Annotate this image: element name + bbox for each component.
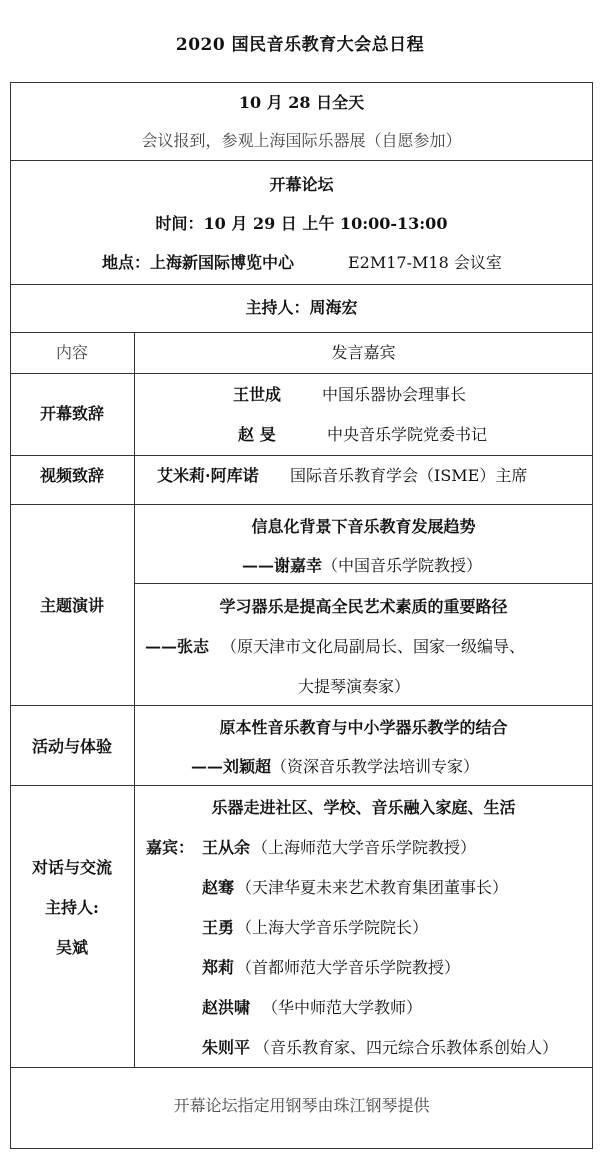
row-divider bbox=[10, 332, 593, 333]
keynote-talk2-title: 学习器乐是提高全民艺术素质的重要路径 bbox=[219, 597, 508, 616]
guest-name: 王从余 bbox=[202, 838, 251, 857]
keynote-talk1-title: 信息化背景下音乐教育发展趋势 bbox=[251, 517, 476, 536]
row-divider bbox=[10, 705, 593, 706]
activity-speaker: ——刘颖超 bbox=[191, 757, 272, 776]
keynote-talk1-detail: （中国音乐学院教授） bbox=[322, 556, 483, 575]
opening-speaker-role: 中央音乐学院党委书记 bbox=[327, 425, 488, 444]
guest-detail: （上海大学音乐学院院长） bbox=[236, 918, 429, 937]
header-content: 内容 bbox=[55, 343, 88, 362]
day1-date: 10 月 28 日全天 bbox=[238, 93, 365, 112]
keynote-talk1-speaker: ——谢嘉幸 bbox=[242, 556, 323, 575]
guest-detail: （华中师范大学教师） bbox=[262, 998, 423, 1017]
table-bottom bbox=[10, 1148, 593, 1149]
guest-name: 王勇 bbox=[202, 918, 235, 937]
guest-detail: （首都师范大学音乐学院教授） bbox=[236, 958, 461, 977]
opening-speaker-name: 赵 旻 bbox=[238, 425, 276, 444]
forum-name: 开幕论坛 bbox=[269, 175, 334, 194]
video-label: 视频致辞 bbox=[39, 466, 104, 485]
dialogue-label: 对话与交流 bbox=[31, 858, 112, 877]
row-divider bbox=[10, 785, 593, 786]
activity-detail: （资深音乐教学法培训专家） bbox=[271, 757, 480, 776]
video-speaker-name: 艾米莉·阿库诺 bbox=[157, 466, 259, 485]
forum-time: 时间：10 月 29 日 上午 10:00-13:00 bbox=[155, 214, 448, 233]
guest-detail: （上海师范大学音乐学院教授） bbox=[252, 838, 477, 857]
row-divider bbox=[10, 373, 593, 374]
keynote-talk2-speaker: ——张志 bbox=[145, 637, 210, 656]
guest-detail: （音乐教育家、四元综合乐教体系创始人） bbox=[254, 1038, 559, 1057]
guest-name: 朱则平 bbox=[202, 1038, 251, 1057]
page-title: 2020 国民音乐教育大会总日程 bbox=[175, 35, 425, 55]
day1-desc: 会议报到，参观上海国际乐器展（自愿参加） bbox=[141, 131, 462, 150]
column-divider bbox=[134, 332, 135, 1067]
dialogue-host-label: 主持人: bbox=[45, 898, 99, 917]
forum-host: 主持人：周海宏 bbox=[245, 298, 358, 317]
header-speakers: 发言嘉宾 bbox=[331, 343, 396, 362]
dialogue-host-name: 吴斌 bbox=[55, 938, 88, 957]
forum-place-label: 地点：上海新国际博览中心 bbox=[102, 253, 295, 272]
footer-note: 开幕论坛指定用钢琴由珠江钢琴提供 bbox=[173, 1096, 430, 1115]
opening-label: 开幕致辞 bbox=[39, 404, 104, 423]
forum-place-room: E2M17-M18 会议室 bbox=[348, 253, 502, 272]
guest-name: 赵洪啸 bbox=[202, 998, 251, 1017]
guest-detail: （天津华夏未来艺术教育集团董事长） bbox=[236, 878, 509, 897]
guest-name: 赵骞 bbox=[202, 878, 235, 897]
row-divider bbox=[10, 284, 593, 285]
dialogue-title: 乐器走进社区、学校、音乐融入家庭、生活 bbox=[211, 798, 516, 817]
row-divider bbox=[10, 504, 593, 505]
row-divider bbox=[10, 455, 593, 456]
keynote-talk2-detail: （原天津市文化局副局长、国家一级编导、 bbox=[221, 637, 526, 656]
activity-title: 原本性音乐教育与中小学器乐教学的结合 bbox=[219, 718, 508, 737]
guest-name: 郑莉 bbox=[202, 958, 235, 977]
opening-speaker-name: 王世成 bbox=[233, 385, 282, 404]
row-divider bbox=[10, 160, 593, 161]
sub-divider bbox=[134, 583, 593, 584]
opening-speaker-role: 中国乐器协会理事长 bbox=[322, 385, 467, 404]
activity-label: 活动与体验 bbox=[31, 737, 112, 756]
video-speaker-role: 国际音乐教育学会（ISME）主席 bbox=[290, 466, 528, 485]
keynote-talk2-detail-cont: 大提琴演奏家） bbox=[298, 677, 411, 696]
guest-prefix: 嘉宾： bbox=[146, 838, 195, 857]
keynote-label: 主题演讲 bbox=[39, 596, 104, 615]
row-divider bbox=[10, 1067, 593, 1068]
